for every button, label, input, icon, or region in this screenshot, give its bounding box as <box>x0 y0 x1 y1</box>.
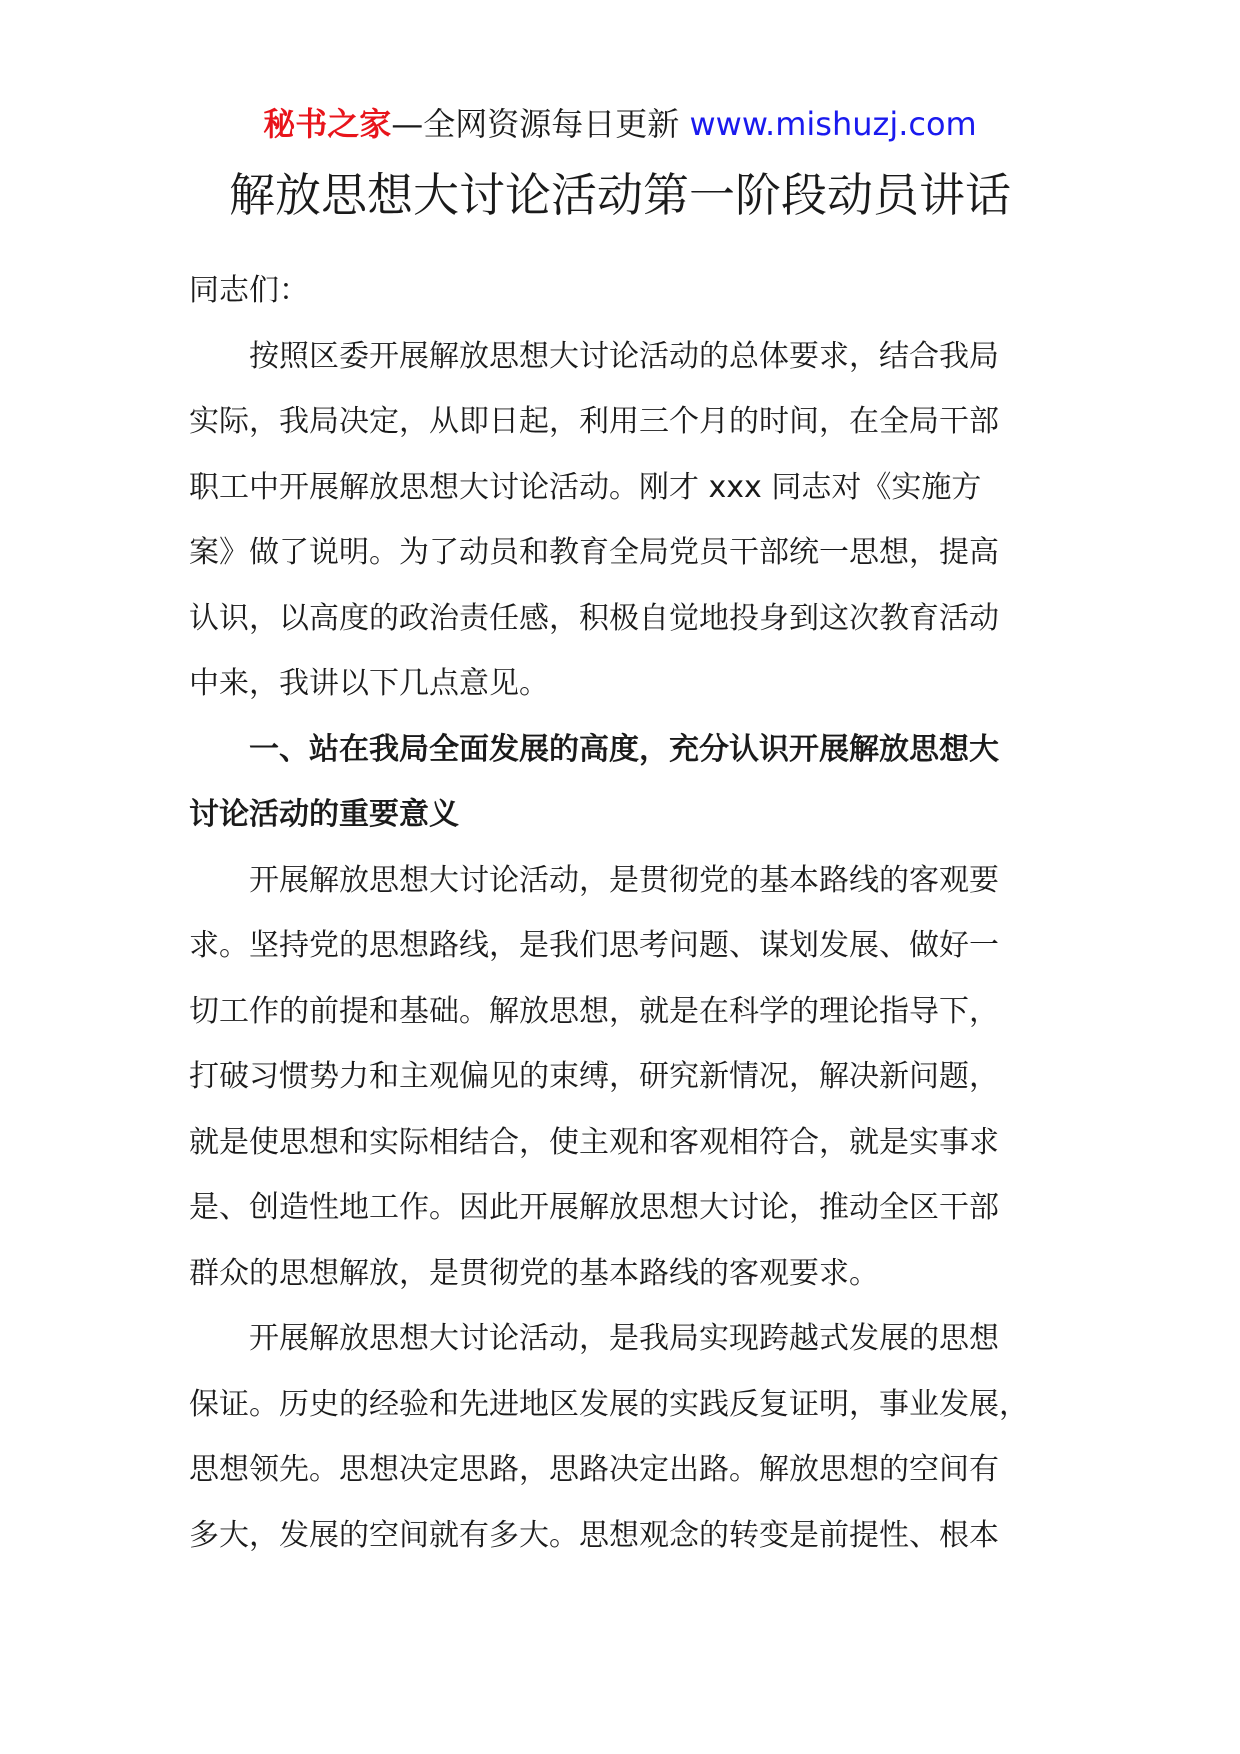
paragraph-line: 就是使思想和实际相结合，使主观和客观相符合，就是实事求 <box>189 1124 999 1160</box>
paragraph-line: 同志们： <box>189 273 309 308</box>
paragraph-line: 开展解放思想大讨论活动，是我局实现跨越式发展的思想 <box>249 1321 999 1356</box>
paragraph-line: 切工作的前提和基础。解放思想，就是在科学的理论指导下， <box>189 993 999 1029</box>
paragraph-line: 群众的思想解放，是贯彻党的基本路线的客观要求。 <box>189 1255 879 1291</box>
paragraph-line: 职工中开展解放思想大讨论活动。刚才 xxx 同志对《实施方 <box>189 469 982 505</box>
paragraph-line: 思想领先。思想决定思路，思路决定出路。解放思想的空间有 <box>189 1452 999 1487</box>
document-body <box>189 258 1069 1568</box>
paragraph-line: 认识，以高度的政治责任感，积极自觉地投身到这次教育活动 <box>189 600 999 636</box>
document-title: 解放思想大讨论活动第一阶段动员讲话 <box>229 168 1011 222</box>
brand-name: 秘书之家 <box>263 105 392 143</box>
paragraph-line: 按照区委开展解放思想大讨论活动的总体要求，结合我局 <box>249 338 999 374</box>
site-header <box>0 100 1240 148</box>
paragraph-line: 中来，我讲以下几点意见。 <box>189 666 549 701</box>
paragraph-line: 保证。历史的经验和先进地区发展的实践反复证明，事业发展， <box>189 1386 1029 1422</box>
section-heading-line: 讨论活动的重要意义 <box>189 797 459 832</box>
paragraph-line: 案》做了说明。为了动员和教育全局党员干部统一思想，提高 <box>189 535 999 570</box>
paragraph-line: 是、创造性地工作。因此开展解放思想大讨论，推动全区干部 <box>189 1190 999 1225</box>
header-tagline: —全网资源每日更新 <box>391 105 680 143</box>
paragraph-line: 求。坚持党的思想路线，是我们思考问题、谋划发展、做好一 <box>189 928 999 963</box>
paragraph-line: 多大，发展的空间就有多大。思想观念的转变是前提性、根本 <box>189 1517 999 1553</box>
paragraph-line: 开展解放思想大讨论活动，是贯彻党的基本路线的客观要 <box>249 862 999 898</box>
paragraph-line: 打破习惯势力和主观偏见的束缚，研究新情况，解决新问题， <box>189 1059 999 1094</box>
site-url-link[interactable]: www.mishuzj.com <box>689 105 977 143</box>
section-heading-line: 一、站在我局全面发展的高度，充分认识开展解放思想大 <box>249 731 999 767</box>
paragraph-line: 实际，我局决定，从即日起，利用三个月的时间，在全局干部 <box>189 404 999 439</box>
